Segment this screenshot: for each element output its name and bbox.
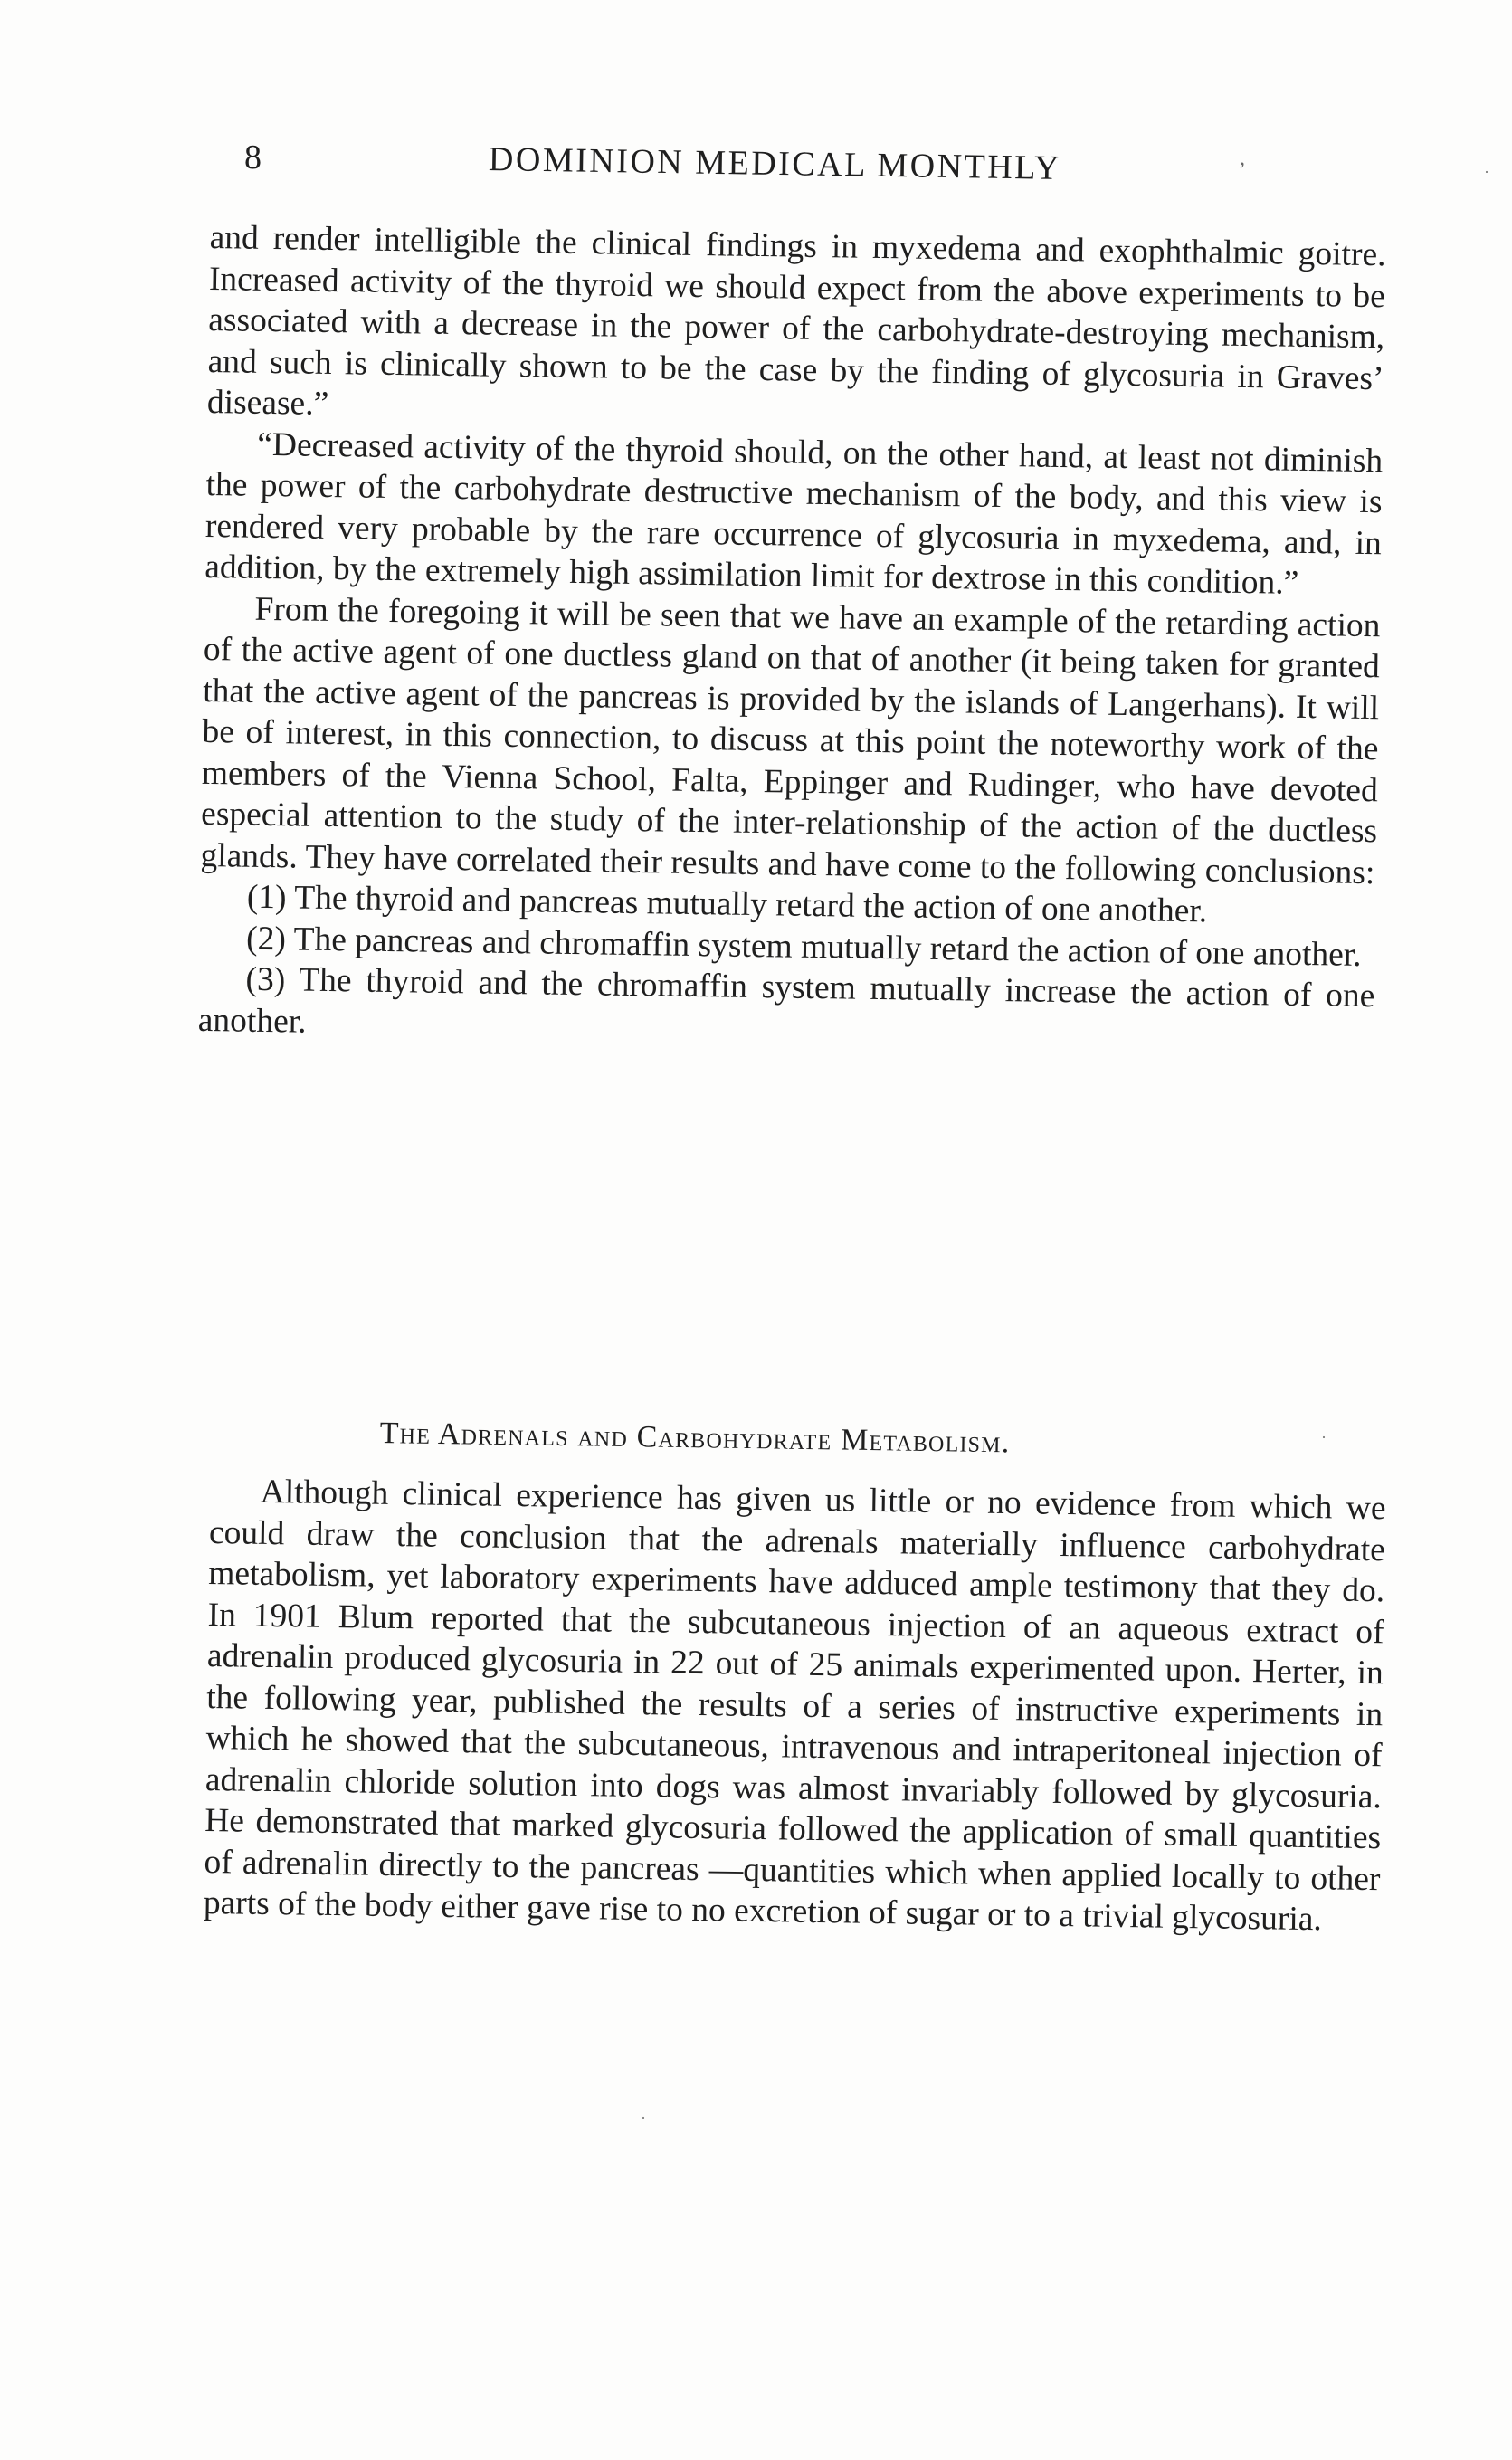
print-speck: · [1321, 1428, 1327, 1446]
running-title: DOMINION MEDICAL MONTHLY [488, 140, 1062, 187]
print-speck: · [1484, 163, 1489, 181]
header-mark: , [1240, 147, 1245, 170]
paragraph-adrenals: Although clinical experience has given us little or no evidence from which we could draw the conclusion that the adrenals materially influence carbohydrate metabolism, yet laboratory experiments have adduced ample testimony that they do. In 1901 Blum reported that the subcutaneous injection of an aqueous extract of adrenalin produced glycosuria in 22 out of 25 animals experimented upon. Herter, in the following year, published the results of a series of instructive experiments in which he showed that the subcutaneous, intravenous and intraperitoneal injection of adrenalin chloride solution into dogs was almost invariably followed by glycosuria. He demonstrated that marked glycosuria followed the application of small quantities of adrenalin directly to the pancreas —quantities which when applied locally to other parts of the body either gave rise to no excretion of sugar or to a trivial glycosuria. [203, 1473, 1386, 1939]
print-speck: · [641, 2109, 646, 2127]
page-header [244, 138, 1258, 192]
paragraph-decreased-activity: “Decreased activity of the thyroid should, on the other hand, at least not diminish the power of the carbohydrate destructive mechanism of the body, and this view is rendered very probable by the rare occurrence of glycosuria in myxedema, and, in addition, by the extremely high assimilation limit for dextrose in this condition.” [204, 425, 1384, 602]
paragraph-quote-continuation: and render intelligible the clinical findings in myxedema and exophthalmic goitre. Increased activity of the thyroid we should expect from the above experiments to be associated with a decrease in the power of the carbohydrate-destroying mechanism, and such is clinically shown to be the case by the finding of glycosuria in Graves’ disease.” [206, 218, 1386, 423]
section-body-text [204, 1471, 1386, 1941]
page-number: 8 [244, 138, 262, 176]
conclusion-3: (3) The thyroid and the chromaffin system mutually increase the action of one another. [197, 960, 1375, 1041]
section-heading: The Adrenals and Carbohydrate Metabolism. [379, 1416, 1011, 1460]
conclusion-1: (1) The thyroid and pancreas mutually retard the action of one another. [246, 878, 1208, 930]
paragraph-foregoing: From the foregoing it will be seen that we have an example of the retarding action of the active agent of one ductless gland on that of another (it being taken for granted that the active agent of the pancreas is provided by the islands of Langerhans). It will be of interest, in this connection, to discuss at this point the noteworthy work of the members of the Vienna School, Falta, Eppinger and Rudinger, who have devoted especial attention to the study of the inter-relationship of the action of the ductless glands. They have correlated their results and have come to the following conclusions: [200, 590, 1381, 892]
body-text [198, 217, 1386, 1058]
conclusion-2: (2) The pancreas and chromaffin system mutually retard the action of one another. [245, 920, 1362, 974]
